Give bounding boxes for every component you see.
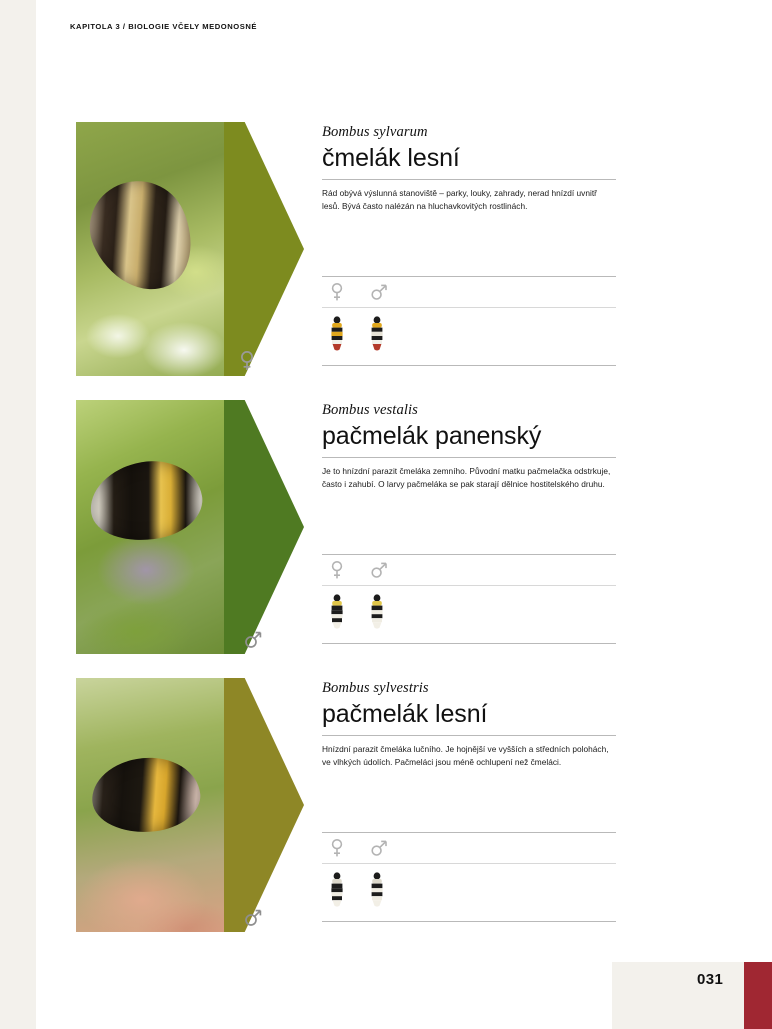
bee-diagram-female <box>329 593 345 633</box>
morph-header-row <box>322 555 616 586</box>
species-description: Hnízdní parazit čmeláka lučního. Je hojnější ve vyšších a středních polohách, ve vlhkých údolích. Pačmeláci jsou méně ochlupení než čmeláci. <box>322 744 609 768</box>
female-symbol-icon <box>330 560 344 580</box>
morph-illustration-row <box>322 864 616 920</box>
species-text-column <box>322 124 616 213</box>
page-number: 031 <box>697 971 724 988</box>
species-description: Rád obývá výslunná stanoviště – parky, louky, zahrady, nerad hnízdí uvnitř lesů. Bývá často nalézán na hluchavkovitých rostlinách. <box>322 188 597 212</box>
bee-diagram-male <box>369 593 385 633</box>
page-edge-strip <box>0 0 36 1029</box>
morph-illustration-row <box>322 586 616 642</box>
morph-header-row <box>322 277 616 308</box>
species-figure <box>76 678 304 936</box>
male-symbol-icon <box>244 906 260 928</box>
species-photo <box>76 678 224 932</box>
species-text-column <box>322 402 616 491</box>
male-symbol-icon <box>244 628 260 650</box>
male-symbol-icon <box>370 282 384 302</box>
latin-name: Bombus sylvestris <box>322 680 429 696</box>
species-photo <box>76 122 224 376</box>
bee-diagram-female <box>329 871 345 911</box>
morph-table <box>322 832 616 922</box>
running-head: KAPITOLA 3 / BIOLOGIE VČELY MEDONOSNÉ <box>70 22 258 31</box>
photo-image-bombus-sylvestris <box>76 678 224 932</box>
bee-diagram-male <box>369 871 385 911</box>
female-symbol-icon <box>239 350 255 372</box>
morph-table <box>322 276 616 366</box>
species-figure <box>76 400 304 658</box>
species-text-column <box>322 680 616 769</box>
species-figure <box>76 122 304 380</box>
bee-diagram-male <box>369 315 385 355</box>
latin-name: Bombus sylvarum <box>322 124 428 140</box>
species-description: Je to hnízdní parazit čmeláka zemního. Původní matku pačmelačka odstrkuje, často i zahubí. O larvy pačmeláka se pak starají dělnice hostitelského druhu. <box>322 466 611 490</box>
species-photo <box>76 400 224 654</box>
photo-image-bombus-sylvarum <box>76 122 224 376</box>
bee-diagram-female <box>329 315 345 355</box>
latin-name: Bombus vestalis <box>322 402 418 418</box>
common-name: čmelák lesní <box>322 145 616 180</box>
male-symbol-icon <box>370 560 384 580</box>
female-symbol-icon <box>330 838 344 858</box>
morph-header-row <box>322 833 616 864</box>
morph-table <box>322 554 616 644</box>
female-symbol-icon <box>330 282 344 302</box>
footer-accent-block <box>744 962 772 1029</box>
common-name: pačmelák lesní <box>322 701 616 736</box>
morph-illustration-row <box>322 308 616 364</box>
male-symbol-icon <box>370 838 384 858</box>
photo-image-bombus-vestalis <box>76 400 224 654</box>
common-name: pačmelák panenský <box>322 423 616 458</box>
